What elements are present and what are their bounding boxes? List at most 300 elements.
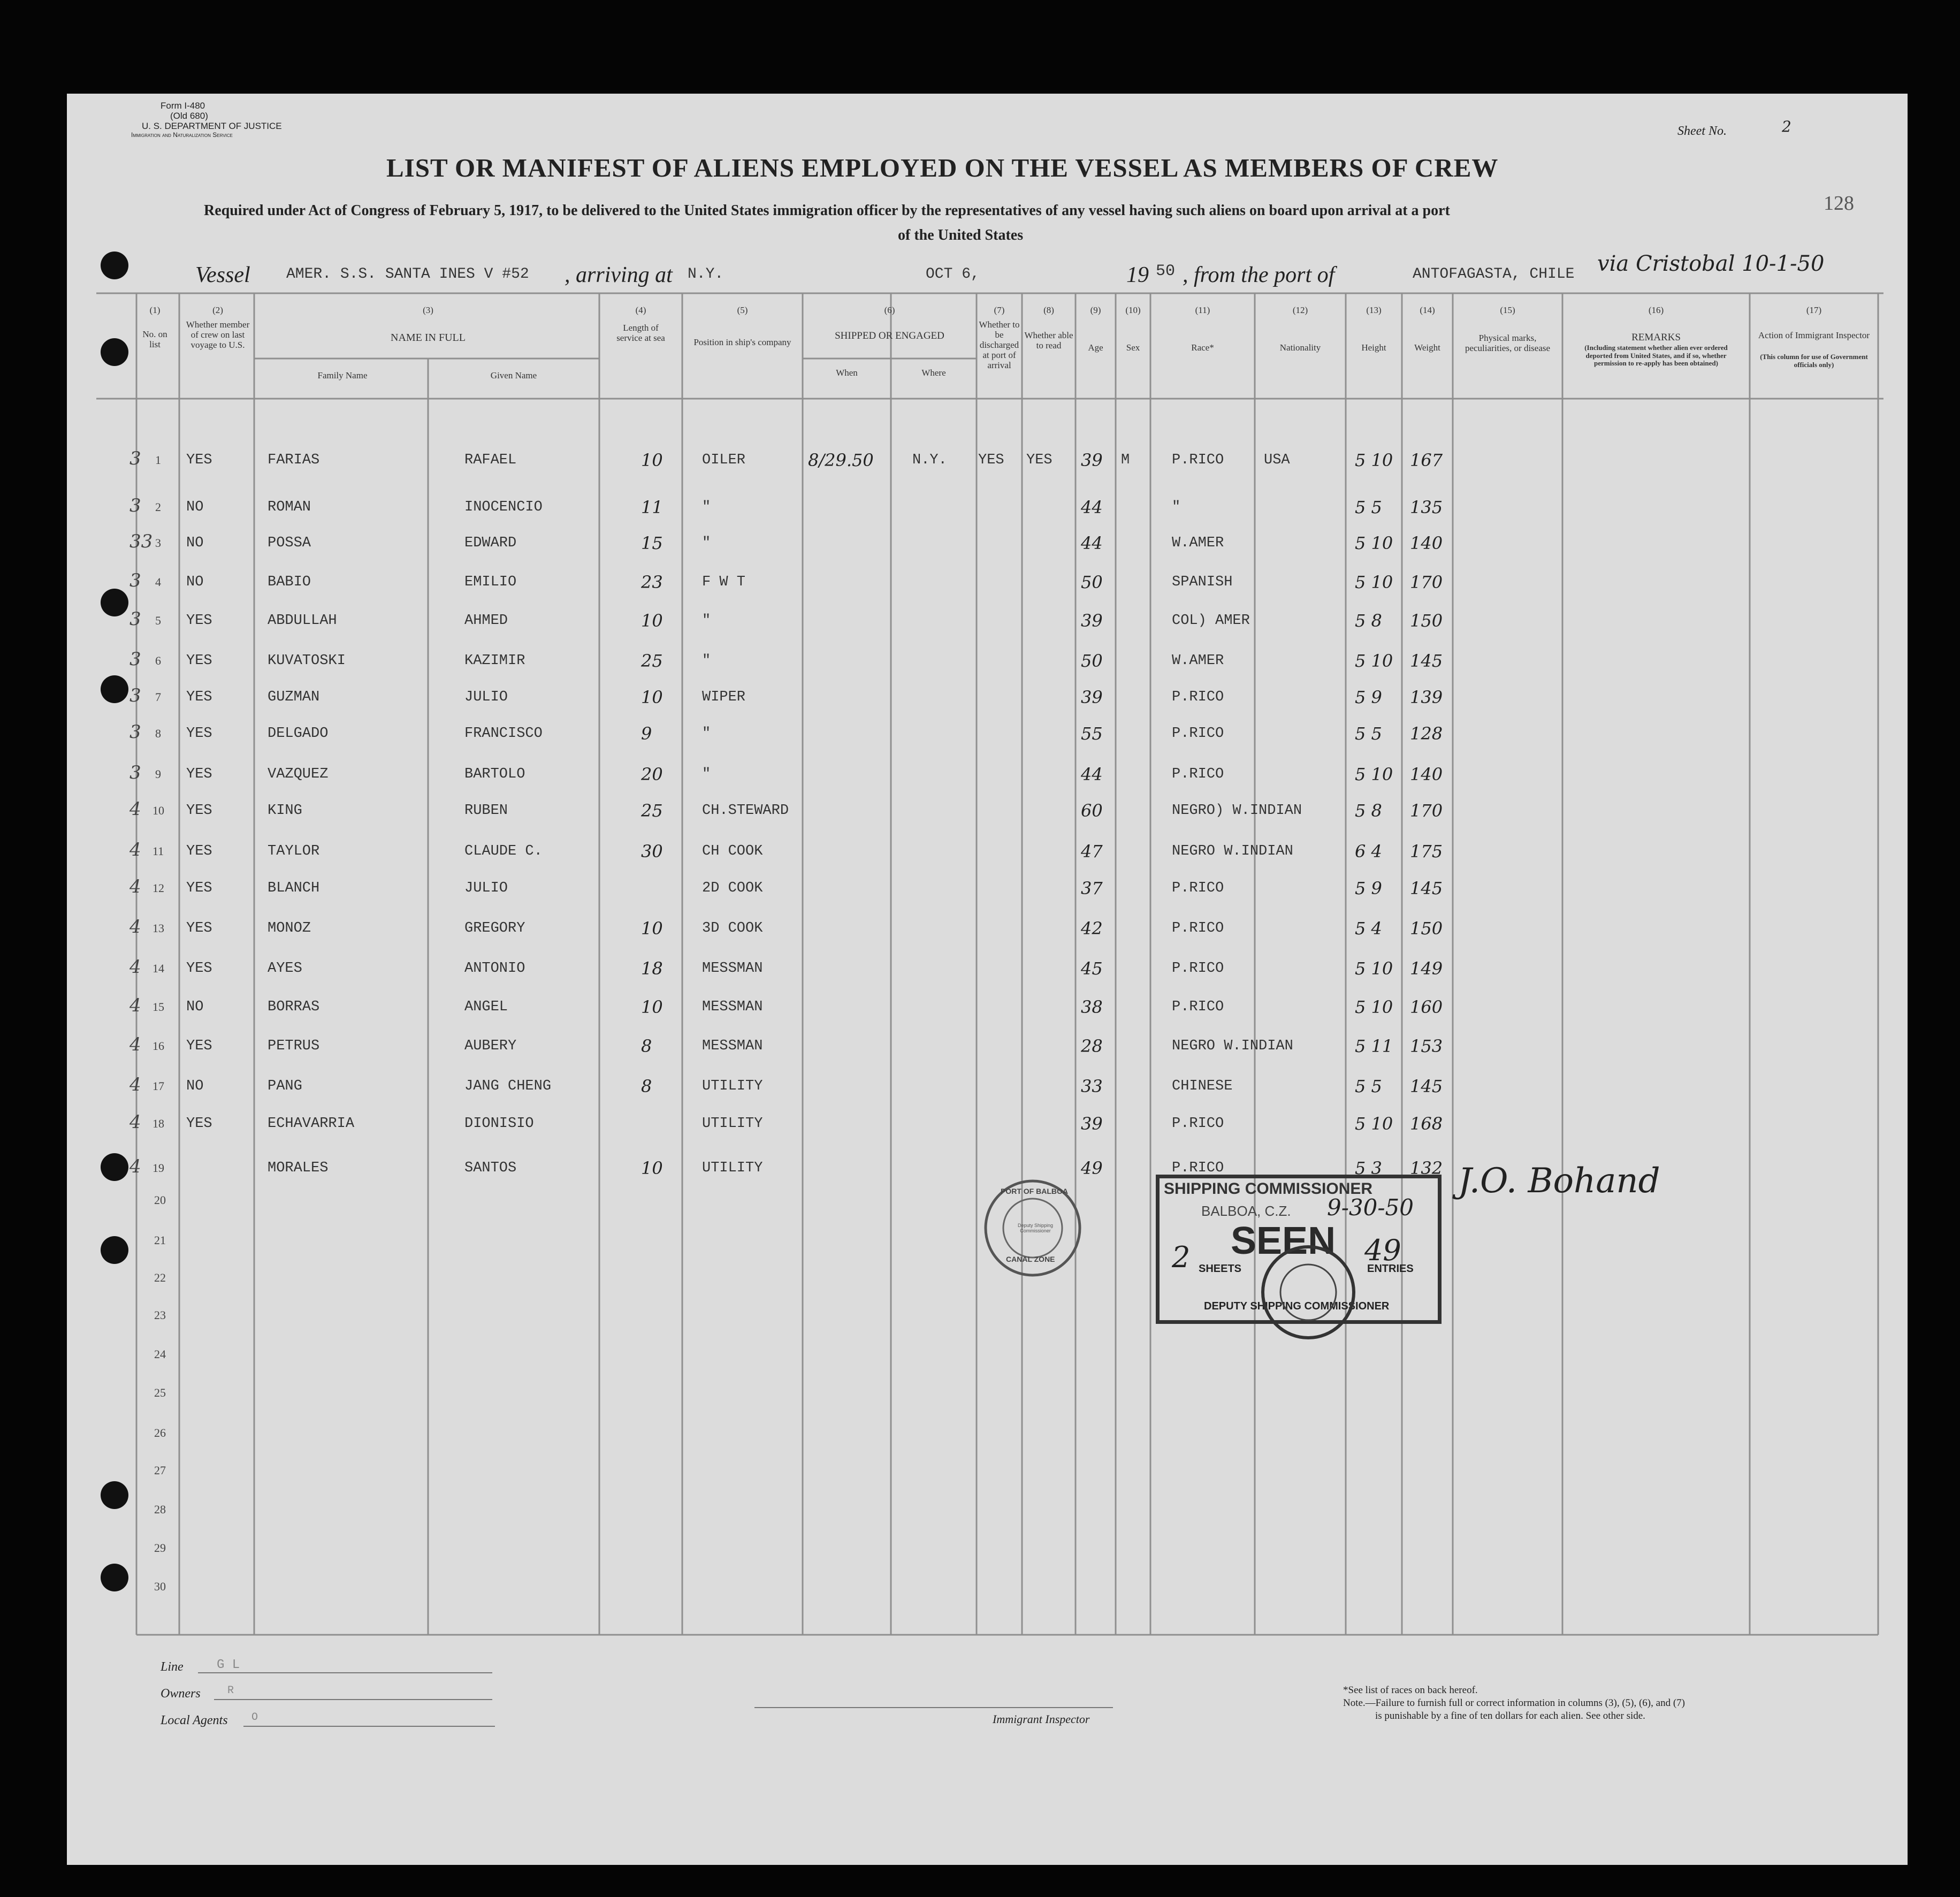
punch-hole xyxy=(101,1153,128,1181)
prev-voyage-cell: YES xyxy=(186,843,212,859)
race-cell: W.AMER xyxy=(1172,535,1224,551)
family-name-cell: MORALES xyxy=(268,1160,329,1176)
weight-cell: 145 xyxy=(1410,651,1443,671)
row-number-cell: 18 xyxy=(152,1117,164,1130)
age-cell: 42 xyxy=(1081,918,1103,939)
seen-stamp-header: SHIPPING COMMISSIONER xyxy=(1164,1180,1373,1198)
row-number-cell: 4 xyxy=(155,575,161,589)
position-cell: MESSMAN xyxy=(702,999,763,1015)
col-number: (9) xyxy=(1090,305,1101,315)
given-name-cell: ANTONIO xyxy=(464,961,525,977)
col-number: (3) xyxy=(423,305,433,315)
height-cell: 5 5 xyxy=(1355,1076,1382,1096)
height-cell: 5 9 xyxy=(1355,878,1382,898)
row-ref-cell: 3 xyxy=(129,762,141,783)
row-number-cell: 25 xyxy=(154,1386,166,1399)
service-length-cell: 10 xyxy=(641,611,663,631)
nationality-cell: USA xyxy=(1264,452,1290,468)
col-header: SHIPPED OR ENGAGED xyxy=(835,330,944,341)
service-length-cell: 20 xyxy=(641,764,663,784)
age-cell: 39 xyxy=(1081,611,1103,631)
prev-voyage-cell: NO xyxy=(186,535,204,551)
given-name-cell: RAFAEL xyxy=(464,452,517,468)
year-value: 50 xyxy=(1156,262,1176,280)
row-ref-cell: 4 xyxy=(129,876,141,897)
family-name-cell: BABIO xyxy=(268,574,311,590)
signature: J.O. Bohand xyxy=(1458,1161,1660,1201)
department-name: U. S. DEPARTMENT OF JUSTICE xyxy=(142,121,282,131)
family-name-cell: BLANCH xyxy=(268,880,320,896)
service-length-cell: 11 xyxy=(641,497,663,517)
family-name-cell: ROMAN xyxy=(268,499,311,515)
punch-hole xyxy=(101,338,128,366)
family-name-cell: PETRUS xyxy=(268,1038,320,1054)
row-number-cell: 15 xyxy=(152,1000,164,1014)
weight-cell: 150 xyxy=(1410,918,1443,939)
weight-cell: 150 xyxy=(1410,611,1443,631)
service-length-cell: 10 xyxy=(641,1158,663,1178)
col-header: Whether member of crew on last voyage to U.S. xyxy=(186,319,250,351)
prev-voyage-cell: YES xyxy=(186,653,212,669)
divider xyxy=(214,1699,492,1700)
weight-cell: 170 xyxy=(1410,572,1443,592)
prev-voyage-cell: NO xyxy=(186,499,204,515)
col-number: (4) xyxy=(635,305,646,315)
seen-stamp-footer: DEPUTY SHIPPING COMMISSIONER xyxy=(1204,1300,1390,1312)
col-number: (7) xyxy=(994,305,1005,315)
col-number: (5) xyxy=(737,305,748,315)
height-cell: 6 4 xyxy=(1355,841,1382,862)
race-cell: P.RICO xyxy=(1172,689,1224,705)
age-cell: 44 xyxy=(1081,533,1103,553)
position-cell: CH COOK xyxy=(702,843,763,859)
row-ref-cell: 4 xyxy=(129,1111,141,1133)
height-cell: 5 10 xyxy=(1355,651,1393,671)
owners-label: Owners xyxy=(161,1687,201,1701)
row-number-cell: 8 xyxy=(155,727,161,740)
port-stamp-bottom: CANAL ZONE xyxy=(1006,1255,1055,1263)
row-ref-cell: 4 xyxy=(129,839,141,860)
row-number-cell: 30 xyxy=(154,1580,166,1593)
service-length-cell: 9 xyxy=(641,723,652,744)
row-number-cell: 7 xyxy=(155,690,161,704)
race-cell: COL) AMER xyxy=(1172,613,1250,629)
family-name-cell: TAYLOR xyxy=(268,843,320,859)
arriving-label: , arriving at xyxy=(565,263,673,287)
weight-cell: 145 xyxy=(1410,878,1443,898)
race-cell: P.RICO xyxy=(1172,452,1224,468)
manifest-subtitle-2: of the United States xyxy=(898,227,1024,243)
race-cell: NEGRO W.INDIAN xyxy=(1172,843,1293,859)
col-subheader: When xyxy=(836,368,858,378)
family-name-cell: DELGADO xyxy=(268,726,329,742)
col-header: No. on list xyxy=(142,329,167,350)
height-cell: 5 10 xyxy=(1355,533,1393,553)
agents-label: Local Agents xyxy=(161,1713,228,1727)
height-cell: 5 10 xyxy=(1355,764,1393,784)
race-cell: NEGRO) W.INDIAN xyxy=(1172,803,1302,819)
age-cell: 49 xyxy=(1081,1158,1103,1178)
service-length-cell: 15 xyxy=(641,533,663,553)
height-cell: 5 3 xyxy=(1355,1158,1382,1178)
row-number-cell: 11 xyxy=(152,844,164,858)
height-cell: 5 8 xyxy=(1355,801,1382,821)
row-ref-cell: 33 xyxy=(129,531,153,552)
service-length-cell: 8 xyxy=(641,1076,652,1096)
service-length-cell: 8 xyxy=(641,1036,652,1056)
arriving-port: N.Y. xyxy=(688,266,724,283)
col-header: Length of service at sea xyxy=(616,323,665,344)
footer-note: is punishable by a fine of ten dollars for each alien. See other side. xyxy=(1375,1710,1645,1721)
row-number-cell: 29 xyxy=(154,1541,166,1555)
service-length-cell: 10 xyxy=(641,687,663,707)
seen-stamp-entries-label: ENTRIES xyxy=(1367,1263,1414,1275)
weight-cell: 140 xyxy=(1410,764,1443,784)
arrival-date: OCT 6, xyxy=(926,266,980,283)
seen-stamp-entries: 49 xyxy=(1364,1233,1401,1267)
age-cell: 60 xyxy=(1081,801,1103,821)
prev-voyage-cell: NO xyxy=(186,999,204,1015)
col-number: (16) xyxy=(1648,305,1664,315)
col-number: (15) xyxy=(1500,305,1515,315)
divider xyxy=(198,1672,492,1673)
col-number: (10) xyxy=(1125,305,1141,315)
position-cell: " xyxy=(702,613,711,629)
weight-cell: 140 xyxy=(1410,533,1443,553)
vessel-label: Vessel xyxy=(195,263,250,287)
race-cell: P.RICO xyxy=(1172,961,1224,977)
family-name-cell: FARIAS xyxy=(268,452,320,468)
service-length-cell: 23 xyxy=(641,572,663,592)
seen-stamp-place: BALBOA, C.Z. xyxy=(1201,1203,1291,1219)
port-stamp-center: Deputy Shipping Commissioner xyxy=(1017,1223,1054,1233)
punch-hole xyxy=(101,1564,128,1591)
col-header: Height xyxy=(1361,342,1386,353)
agents-value: O xyxy=(251,1711,258,1724)
height-cell: 5 11 xyxy=(1355,1036,1393,1056)
row-ref-cell: 3 xyxy=(129,608,141,630)
from-port-label: , from the port of xyxy=(1183,263,1335,287)
col-header: Sex xyxy=(1126,342,1140,353)
family-name-cell: GUZMAN xyxy=(268,689,320,705)
col-header: Whether able to read xyxy=(1024,330,1073,351)
prev-voyage-cell: YES xyxy=(186,880,212,896)
row-ref-cell: 3 xyxy=(129,685,141,706)
col-number: (17) xyxy=(1806,305,1822,315)
row-ref-cell: 3 xyxy=(129,570,141,591)
col-header: Age xyxy=(1088,342,1103,353)
row-number-cell: 24 xyxy=(154,1347,166,1361)
position-cell: 3D COOK xyxy=(702,920,763,936)
age-cell: 44 xyxy=(1081,764,1103,784)
given-name-cell: CLAUDE C. xyxy=(464,843,543,859)
row-ref-cell: 3 xyxy=(129,448,141,469)
family-name-cell: KING xyxy=(268,803,302,819)
weight-cell: 132 xyxy=(1410,1158,1443,1178)
row-ref-cell: 4 xyxy=(129,916,141,938)
age-cell: 37 xyxy=(1081,878,1103,898)
row-number-cell: 26 xyxy=(154,1426,166,1439)
footer-note: *See list of races on back hereof. xyxy=(1343,1685,1478,1696)
col-note: (Including statement whether alien ever ordered deported from United States, and if so, whether permission to re-apply has been obtained) xyxy=(1584,344,1728,368)
given-name-cell: ANGEL xyxy=(464,999,508,1015)
position-cell: MESSMAN xyxy=(702,1038,763,1054)
row-number-cell: 5 xyxy=(155,614,161,627)
age-cell: 39 xyxy=(1081,1114,1103,1134)
weight-cell: 139 xyxy=(1410,687,1443,707)
position-cell: " xyxy=(702,653,711,669)
divider xyxy=(243,1726,495,1727)
given-name-cell: SANTOS xyxy=(464,1160,517,1176)
given-name-cell: INOCENCIO xyxy=(464,499,543,515)
col-subheader: Family Name xyxy=(317,370,368,380)
line-label: Line xyxy=(161,1660,184,1674)
vessel-name: AMER. S.S. SANTA INES V #52 xyxy=(286,266,529,283)
age-cell: 50 xyxy=(1081,572,1103,592)
col-number: (13) xyxy=(1366,305,1382,315)
prev-voyage-cell: NO xyxy=(186,1078,204,1094)
given-name-cell: RUBEN xyxy=(464,803,508,819)
height-cell: 5 10 xyxy=(1355,450,1393,470)
row-number-cell: 17 xyxy=(152,1079,164,1093)
col-header: Weight xyxy=(1414,342,1440,353)
col-header: REMARKS xyxy=(1631,332,1681,343)
departure-port: ANTOFAGASTA, CHILE xyxy=(1413,266,1575,283)
row-ref-cell: 4 xyxy=(129,798,141,820)
family-name-cell: PANG xyxy=(268,1078,302,1094)
row-ref-cell: 3 xyxy=(129,649,141,670)
race-cell: W.AMER xyxy=(1172,653,1224,669)
row-number-cell: 16 xyxy=(152,1039,164,1053)
sheet-label: Sheet No. xyxy=(1677,124,1727,138)
punch-hole xyxy=(101,675,128,703)
family-name-cell: MONOZ xyxy=(268,920,311,936)
family-name-cell: AYES xyxy=(268,961,302,977)
row-number-cell: 9 xyxy=(155,767,161,781)
row-number-cell: 2 xyxy=(155,500,161,514)
height-cell: 5 10 xyxy=(1355,997,1393,1017)
race-cell: P.RICO xyxy=(1172,999,1224,1015)
year-prefix: 19 xyxy=(1126,263,1149,287)
position-cell: OILER xyxy=(702,452,746,468)
prev-voyage-cell: YES xyxy=(186,1038,212,1054)
via-note: via Cristobal 10-1-50 xyxy=(1597,252,1825,276)
prev-voyage-cell: YES xyxy=(186,1116,212,1132)
punch-hole xyxy=(101,252,128,279)
prev-voyage-cell: YES xyxy=(186,766,212,782)
row-number-cell: 23 xyxy=(154,1308,166,1322)
row-ref-cell: 4 xyxy=(129,995,141,1016)
given-name-cell: EMILIO xyxy=(464,574,517,590)
service-length-cell: 10 xyxy=(641,450,663,470)
race-cell: P.RICO xyxy=(1172,766,1224,782)
seen-stamp-sheets: 2 xyxy=(1172,1240,1191,1274)
page-number: 128 xyxy=(1824,192,1854,215)
row-number-cell: 10 xyxy=(152,804,164,817)
seen-stamp-sheets-label: SHEETS xyxy=(1199,1263,1242,1275)
prev-voyage-cell: YES xyxy=(186,689,212,705)
inspector-label: Immigrant Inspector xyxy=(993,1712,1090,1726)
service-length-cell: 25 xyxy=(641,801,663,821)
height-cell: 5 9 xyxy=(1355,687,1382,707)
seen-stamp-date: 9-30-50 xyxy=(1327,1194,1414,1221)
weight-cell: 170 xyxy=(1410,801,1443,821)
col-header: Whether to be discharged at port of arrival xyxy=(979,319,1020,371)
family-name-cell: POSSA xyxy=(268,535,311,551)
height-cell: 5 5 xyxy=(1355,497,1382,517)
family-name-cell: VAZQUEZ xyxy=(268,766,329,782)
weight-cell: 168 xyxy=(1410,1114,1443,1134)
position-cell: " xyxy=(702,766,711,782)
given-name-cell: KAZIMIR xyxy=(464,653,525,669)
given-name-cell: FRANCISCO xyxy=(464,726,543,742)
position-cell: MESSMAN xyxy=(702,961,763,977)
owners-value: R xyxy=(227,1685,234,1697)
col-header: Nationality xyxy=(1279,342,1321,353)
row-number-cell: 19 xyxy=(152,1161,164,1175)
port-stamp-top: PORT OF BALBOA xyxy=(1001,1187,1068,1195)
weight-cell: 175 xyxy=(1410,841,1443,862)
age-cell: 44 xyxy=(1081,497,1103,517)
age-cell: 47 xyxy=(1081,841,1103,862)
punch-hole xyxy=(101,1481,128,1509)
service-length-cell: 30 xyxy=(641,841,663,862)
col-subheader: Where xyxy=(921,368,946,378)
prev-voyage-cell: YES xyxy=(186,961,212,977)
height-cell: 5 4 xyxy=(1355,918,1382,939)
age-cell: 50 xyxy=(1081,651,1103,671)
family-name-cell: ECHAVARRIA xyxy=(268,1116,355,1132)
position-cell: 2D COOK xyxy=(702,880,763,896)
position-cell: " xyxy=(702,499,711,515)
race-cell: P.RICO xyxy=(1172,1160,1224,1176)
race-cell: " xyxy=(1172,499,1181,515)
race-cell: P.RICO xyxy=(1172,1116,1224,1132)
prev-voyage-cell: YES xyxy=(186,613,212,629)
row-ref-cell: 4 xyxy=(129,1156,141,1177)
sex-cell: M xyxy=(1121,452,1130,468)
race-cell: P.RICO xyxy=(1172,726,1224,742)
col-number: (11) xyxy=(1195,305,1210,315)
signature-line xyxy=(754,1707,1113,1708)
given-name-cell: JULIO xyxy=(464,880,508,896)
line-value: G L xyxy=(217,1658,240,1672)
given-name-cell: JANG CHENG xyxy=(464,1078,552,1094)
given-name-cell: AUBERY xyxy=(464,1038,517,1054)
age-cell: 45 xyxy=(1081,958,1103,979)
given-name-cell: BARTOLO xyxy=(464,766,525,782)
service-length-cell: 10 xyxy=(641,918,663,939)
prev-voyage-cell: YES xyxy=(186,452,212,468)
row-number-cell: 12 xyxy=(152,881,164,895)
height-cell: 5 8 xyxy=(1355,611,1382,631)
height-cell: 5 10 xyxy=(1355,1114,1393,1134)
age-cell: 38 xyxy=(1081,997,1103,1017)
row-ref-cell: 4 xyxy=(129,956,141,978)
discharged-cell: YES xyxy=(978,452,1004,468)
col-number: (12) xyxy=(1292,305,1308,315)
service-name: Immigration and Naturalization Service xyxy=(131,131,233,139)
shipped-when-cell: 8/29.50 xyxy=(808,450,874,470)
col-number: (2) xyxy=(212,305,223,315)
race-cell: P.RICO xyxy=(1172,880,1224,896)
punch-hole xyxy=(101,589,128,616)
manifest-subtitle: Required under Act of Congress of February 5, 1917, to be delivered to the United States immigration officer by the representatives of any vessel having such aliens on board upon arrival at a port xyxy=(204,202,1450,219)
weight-cell: 167 xyxy=(1410,450,1443,470)
row-ref-cell: 4 xyxy=(129,1034,141,1055)
col-header: Race* xyxy=(1191,342,1214,353)
height-cell: 5 5 xyxy=(1355,723,1382,744)
col-number: (1) xyxy=(149,305,161,315)
weight-cell: 153 xyxy=(1410,1036,1443,1056)
col-number: (14) xyxy=(1420,305,1435,315)
row-ref-cell: 3 xyxy=(129,721,141,743)
seen-stamp-seen: SEEN xyxy=(1231,1220,1336,1262)
port-of-balboa-stamp-2 xyxy=(1255,1241,1362,1343)
row-number-cell: 28 xyxy=(154,1503,166,1516)
row-number-cell: 22 xyxy=(154,1271,166,1284)
row-number-cell: 20 xyxy=(154,1193,166,1207)
given-name-cell: DIONISIO xyxy=(464,1116,534,1132)
form-number: Form I-480 xyxy=(161,101,205,111)
row-number-cell: 27 xyxy=(154,1464,166,1477)
given-name-cell: JULIO xyxy=(464,689,508,705)
sheet-number: 2 xyxy=(1782,118,1791,135)
service-length-cell: 25 xyxy=(641,651,663,671)
row-number-cell: 1 xyxy=(155,453,161,467)
position-cell: WIPER xyxy=(702,689,746,705)
race-cell: P.RICO xyxy=(1172,920,1224,936)
family-name-cell: BORRAS xyxy=(268,999,320,1015)
row-number-cell: 3 xyxy=(155,536,161,550)
weight-cell: 145 xyxy=(1410,1076,1443,1096)
punch-hole xyxy=(101,1236,128,1264)
height-cell: 5 10 xyxy=(1355,572,1393,592)
col-number: (8) xyxy=(1043,305,1054,315)
prev-voyage-cell: YES xyxy=(186,803,212,819)
col-subheader: Given Name xyxy=(490,370,537,380)
weight-cell: 128 xyxy=(1410,723,1443,744)
row-number-cell: 14 xyxy=(152,962,164,975)
form-old-number: (Old 680) xyxy=(170,111,208,121)
prev-voyage-cell: YES xyxy=(186,726,212,742)
given-name-cell: EDWARD xyxy=(464,535,517,551)
position-cell: CH.STEWARD xyxy=(702,803,789,819)
race-cell: CHINESE xyxy=(1172,1078,1233,1094)
age-cell: 39 xyxy=(1081,450,1103,470)
row-number-cell: 6 xyxy=(155,654,161,667)
row-number-cell: 13 xyxy=(152,921,164,935)
weight-cell: 160 xyxy=(1410,997,1443,1017)
race-cell: NEGRO W.INDIAN xyxy=(1172,1038,1293,1054)
col-header: Action of Immigrant Inspector xyxy=(1758,330,1870,340)
service-length-cell: 10 xyxy=(641,997,663,1017)
col-header: NAME IN FULL xyxy=(391,332,466,344)
race-cell: SPANISH xyxy=(1172,574,1233,590)
age-cell: 33 xyxy=(1081,1076,1103,1096)
col-header: Position in ship's company xyxy=(693,337,791,347)
position-cell: " xyxy=(702,535,711,551)
col-note: (This column for use of Government officials only) xyxy=(1760,353,1868,369)
position-cell: F W T xyxy=(702,574,746,590)
able-to-read-cell: YES xyxy=(1026,452,1053,468)
col-number: (6) xyxy=(884,305,895,315)
position-cell: UTILITY xyxy=(702,1078,763,1094)
footer-note: Note.—Failure to furnish full or correct information in columns (3), (5), (6), and (7) xyxy=(1343,1697,1685,1709)
col-header: Physical marks, peculiarities, or disease xyxy=(1465,333,1551,354)
weight-cell: 135 xyxy=(1410,497,1443,517)
given-name-cell: AHMED xyxy=(464,613,508,629)
